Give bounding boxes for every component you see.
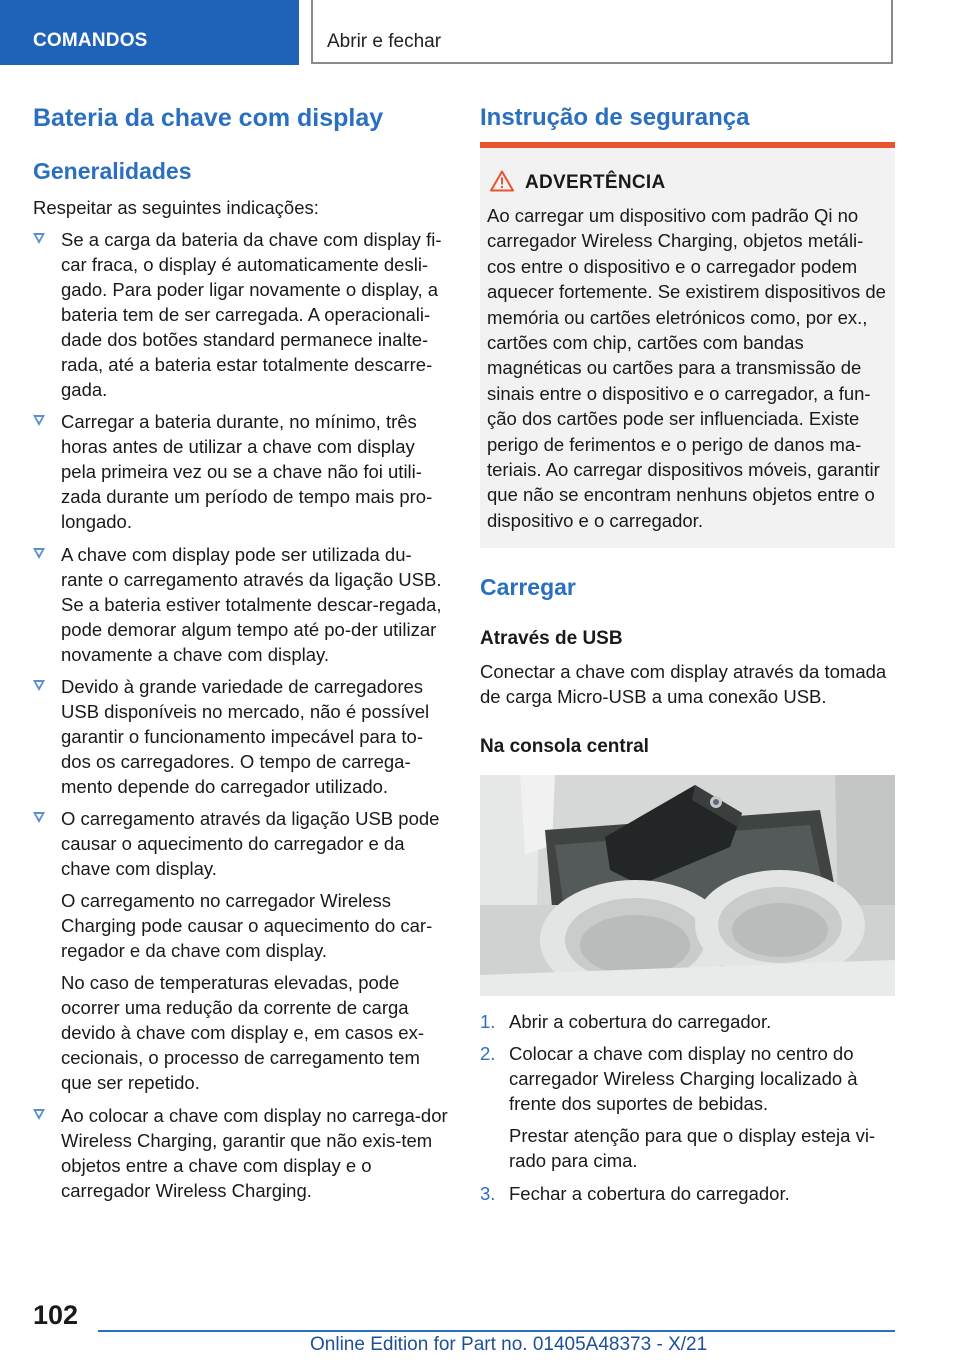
section-heading-seguranca: Instrução de segurança bbox=[480, 104, 750, 131]
section-heading-carregar: Carregar bbox=[480, 574, 576, 600]
bullet-paragraph: O carregamento no carregador Wireless Charging pode causar o aquecimento do car-regador e da chave com display. bbox=[61, 890, 433, 961]
subsection-tab bbox=[311, 0, 893, 64]
section-tab bbox=[0, 0, 299, 65]
bullet-triangle-icon bbox=[33, 548, 45, 559]
step-text: Colocar a chave com display no centro do carregador Wireless Charging localizado à frente dos suportes de bebidas. bbox=[509, 1043, 858, 1114]
intro-text: Respeitar as seguintes indicações: bbox=[33, 197, 319, 218]
warning-box bbox=[480, 142, 895, 548]
bullet-text: Devido à grande variedade de carregadores USB disponíveis no mercado, não é possível garantir o funcionamento impecável para to-dos os carregadores. O tempo de carrega-mento depende do carregador utilizado. bbox=[61, 676, 430, 797]
bullet-text: O carregamento através da ligação USB pode causar o aquecimento do carregador e da chave com display. bbox=[61, 808, 440, 879]
bullet-triangle-icon bbox=[33, 680, 45, 691]
console-charger-image bbox=[480, 775, 895, 996]
step-text: Abrir a cobertura do carregador. bbox=[509, 1011, 772, 1032]
step-number: 3. bbox=[480, 1183, 496, 1204]
footer-edition: Online Edition for Part no. 01405A48373 - X/21 bbox=[310, 1334, 708, 1355]
step-number: 1. bbox=[480, 1011, 496, 1032]
subheading-console: Na consola central bbox=[480, 736, 649, 757]
bullet-triangle-icon bbox=[33, 812, 45, 823]
footer-divider bbox=[98, 1330, 895, 1332]
usb-text: Conectar a chave com display através da tomada de carga Micro-USB a uma conexão USB. bbox=[480, 661, 887, 707]
section-heading-generalidades: Generalidades bbox=[33, 158, 192, 184]
step-number: 2. bbox=[480, 1043, 496, 1064]
bullet-triangle-icon bbox=[33, 415, 45, 426]
bullet-text: Se a carga da bateria da chave com display fi-car fraca, o display é automaticamente desli-gado. Para poder ligar novamente o display, a bateria tem de ser carregada. A operacionali-dade dos botões standard permanece inalte-rada, até a bateria estar totalmente descarre-gada. bbox=[61, 229, 442, 400]
bullet-triangle-icon bbox=[33, 233, 45, 244]
warning-label: ADVERTÊNCIA bbox=[525, 172, 666, 193]
page-number: 102 bbox=[33, 1300, 79, 1330]
page-title: Bateria da chave com display bbox=[33, 104, 384, 132]
warning-bar bbox=[480, 142, 895, 148]
warning-text: Ao carregar um dispositivo com padrão Qi no carregador Wireless Charging, objetos metáli-cos entre o dispositivo e o carregador podem aquecer fortemente. Se existirem dispositivos de memória ou cartões eletrónicos como, por ex., cartões com chip, cartões com bandas magnéticas ou cartões para a transmissão de sinais entre o dispositivo e o carregador, a fun-ção dos cartões pode ser influenciada. Existe perigo de ferimentos e o perigo de danos ma-teriais. Ao carregar dispositivos móveis, garantir que não se encontram nenhuns objetos entre o dispositivo e o carregador. bbox=[487, 205, 886, 531]
warning-triangle-icon bbox=[490, 170, 514, 192]
bullet-text: A chave com display pode ser utilizada du-rante o carregamento através da ligação USB. Se a bateria estiver totalmente descar-regada, pode demorar algum tempo até po-der utilizar novamente a chave com display. bbox=[61, 544, 442, 665]
section-title: COMANDOS bbox=[33, 30, 148, 51]
step-text: Fechar a cobertura do carregador. bbox=[509, 1183, 790, 1204]
subsection-title: Abrir e fechar bbox=[327, 31, 442, 52]
subheading-usb: Através de USB bbox=[480, 628, 623, 649]
step-note-text: Prestar atenção para que o display esteja vi-rado para cima. bbox=[509, 1125, 876, 1171]
bullet-triangle-icon bbox=[33, 1109, 45, 1120]
bullet-paragraph: No caso de temperaturas elevadas, pode ocorrer uma redução da corrente de carga devido à chave com display e, em casos ex-cecionais, o processo de carregamento tem que ser repetido. bbox=[61, 972, 424, 1093]
bullet-text: Carregar a bateria durante, no mínimo, três horas antes de utilizar a chave com display pela primeira vez ou se a chave não foi utili-zada durante um período de tempo mais pro-longado. bbox=[61, 411, 433, 532]
bullet-text: Ao colocar a chave com display no carrega-dor Wireless Charging, garantir que não exis-tem objetos entre a chave com display e o carregador Wireless Charging. bbox=[61, 1105, 448, 1201]
